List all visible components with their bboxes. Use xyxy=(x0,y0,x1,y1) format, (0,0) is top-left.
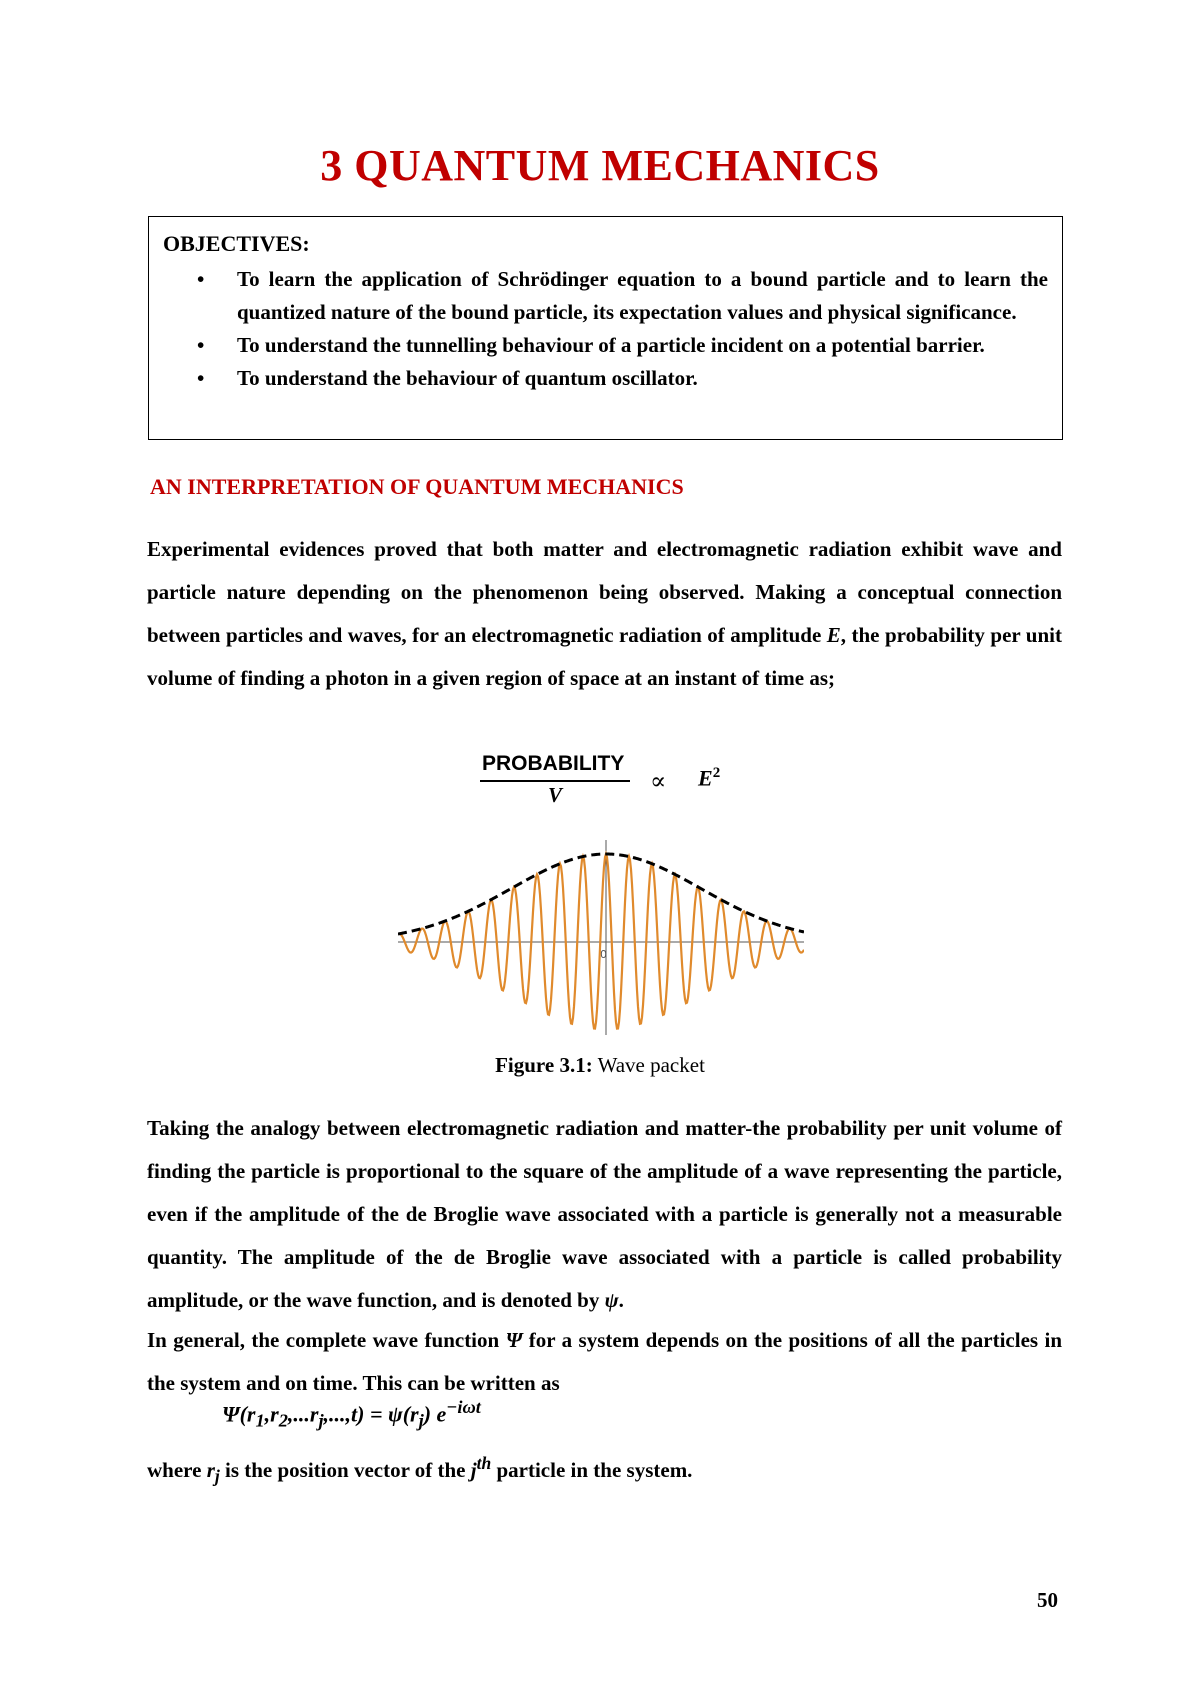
paragraph-text: particle in the system. xyxy=(491,1458,693,1482)
paragraph-end: . xyxy=(618,1288,624,1312)
variable-e: E xyxy=(826,623,841,647)
paragraph-general xyxy=(147,1319,1062,1405)
paragraph-text: Experimental evidences proved that both matter and electromagnetic radiation exhibit wave and particle nature depending on the phenomenon being observed. Making a conceptual connection between particles and waves, for an electromagnetic radiation of amplitude xyxy=(147,537,1062,647)
paragraph-position xyxy=(147,1442,1062,1498)
r-subscript: j xyxy=(214,1466,220,1487)
paragraph-text: is the position vector of the xyxy=(219,1458,471,1482)
page-number: 50 xyxy=(1037,1588,1058,1612)
wave-packet-figure xyxy=(398,840,804,1040)
paragraph-analogy xyxy=(147,1107,1062,1322)
wave-function-equation xyxy=(222,1397,481,1432)
fraction-denominator: V xyxy=(548,783,563,807)
bullet-icon: • xyxy=(197,333,205,357)
eq-sub: j xyxy=(318,1410,324,1431)
th-superscript: th xyxy=(476,1453,492,1473)
caption-text: Wave packet xyxy=(592,1053,705,1077)
r-symbol: r xyxy=(206,1458,215,1482)
list-item xyxy=(149,329,1064,362)
bullet-icon: • xyxy=(197,366,205,390)
psi-symbol: ψ xyxy=(604,1288,619,1312)
objective-text: To understand the behaviour of quantum oscillator. xyxy=(237,366,698,390)
paragraph-text: , the probability per unit volume of finding a photon in a given region of space at an instant of time as; xyxy=(147,623,1062,690)
chapter-title: 3 QUANTUM MECHANICS xyxy=(320,141,880,190)
rhs-base: E xyxy=(698,765,713,791)
eq-sub: 2 xyxy=(278,1410,288,1431)
eq-part: ,...,t) = ψ(r xyxy=(323,1401,419,1427)
fraction-bar xyxy=(480,780,630,782)
list-item xyxy=(149,263,1064,329)
fraction-numerator: PROBABILITY xyxy=(482,752,625,775)
caption-label: Figure 3.1: xyxy=(495,1053,593,1077)
objective-text: To understand the tunnelling behaviour of a particle incident on a potential barrier. xyxy=(237,333,985,357)
objectives-heading: OBJECTIVES: xyxy=(163,231,310,256)
objectives-list xyxy=(149,263,1064,395)
eq-sub: j xyxy=(418,1410,424,1431)
origin-label: 0 xyxy=(600,948,607,961)
capital-psi-symbol: Ψ xyxy=(505,1328,523,1352)
eq-part: ) e xyxy=(423,1401,447,1427)
j-symbol: j xyxy=(470,1458,477,1482)
section-heading: AN INTERPRETATION OF QUANTUM MECHANICS xyxy=(150,474,684,499)
proportional-symbol: ∝ xyxy=(650,769,667,795)
list-item xyxy=(149,362,1064,395)
probability-formula xyxy=(480,752,780,812)
wave-oscillation xyxy=(398,854,804,1029)
formula-rhs xyxy=(698,765,720,791)
eq-exponent: −iωt xyxy=(446,1397,481,1417)
figure-caption xyxy=(0,1053,1200,1078)
bullet-icon: • xyxy=(197,267,205,291)
eq-part: ,...r xyxy=(287,1401,319,1427)
paragraph-text: In general, the complete wave function xyxy=(147,1328,506,1352)
eq-part: Ψ(r xyxy=(222,1401,256,1427)
rhs-exponent: 2 xyxy=(712,765,721,781)
eq-part: ,r xyxy=(264,1401,279,1427)
paragraph-intro xyxy=(147,528,1062,700)
eq-sub: 1 xyxy=(255,1410,265,1431)
objective-text: To learn the application of Schrödinger equation to a bound particle and to learn the quantized nature of the bound particle, its expectation values and physical significance. xyxy=(237,267,1048,324)
objectives-box xyxy=(148,216,1063,440)
paragraph-text: where xyxy=(147,1458,207,1482)
paragraph-text: Taking the analogy between electromagnetic radiation and matter-the probability per unit volume of finding the particle is proportional to the square of the amplitude of a wave representing the particle, even if the amplitude of the de Broglie wave associated with a particle is generally not a measurable quantity. The amplitude of the de Broglie wave associated with a particle is called probability amplitude, or the wave function, and is denoted by xyxy=(147,1116,1062,1312)
paragraph-text: for a system depends on the positions of all the particles in the system and on time. This can be written as xyxy=(147,1328,1062,1395)
